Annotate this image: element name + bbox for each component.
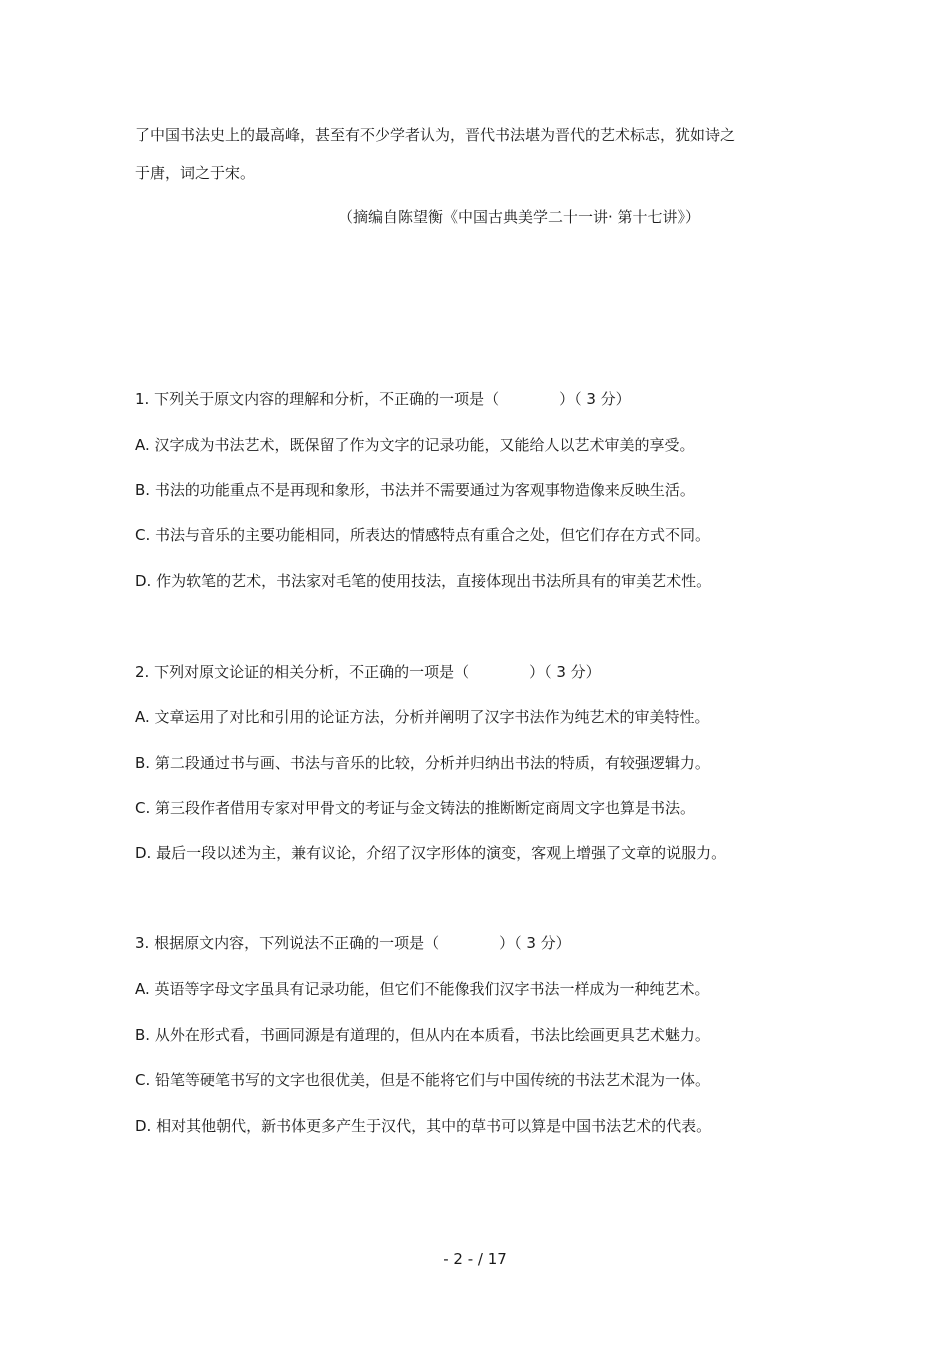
question-1-option-b: B. 书法的功能重点不是再现和象形，书法并不需要通过为客观事物造像来反映生活。 — [135, 481, 695, 499]
question-2-option-c: C. 第三段作者借用专家对甲骨文的考证与金文铸法的推断断定商周文字也算是书法。 — [135, 799, 696, 817]
passage-line: 了中国书法史上的最高峰，甚至有不少学者认为，晋代书法堪为晋代的艺术标志，犹如诗之 — [135, 126, 736, 144]
question-1-stem: 1. 下列关于原文内容的理解和分析，不正确的一项是（ ）（ 3 分） — [135, 390, 631, 408]
page-number: - 2 - / 17 — [443, 1250, 507, 1268]
question-3-option-a: A. 英语等字母文字虽具有记录功能，但它们不能像我们汉字书法一样成为一种纯艺术。 — [135, 980, 710, 998]
passage-source: （摘编自陈望衡《中国古典美学二十一讲· 第十七讲》） — [338, 208, 701, 226]
question-3-option-c: C. 铅笔等硬笔书写的文字也很优美，但是不能将它们与中国传统的书法艺术混为一体。 — [135, 1071, 711, 1089]
question-2-option-d: D. 最后一段以述为主，兼有议论，介绍了汉字形体的演变，客观上增强了文章的说服力。 — [135, 844, 727, 862]
passage-line: 于唐，词之于宋。 — [135, 164, 256, 182]
question-1-option-a: A. 汉字成为书法艺术，既保留了作为文字的记录功能，又能给人以艺术审美的享受。 — [135, 436, 695, 454]
question-2-option-a: A. 文章运用了对比和引用的论证方法，分析并阐明了汉字书法作为纯艺术的审美特性。 — [135, 708, 710, 726]
question-1-option-d: D. 作为软笔的艺术，书法家对毛笔的使用技法，直接体现出书法所具有的审美艺术性。 — [135, 572, 712, 590]
question-3-stem: 3. 根据原文内容，下列说法不正确的一项是（ ）（ 3 分） — [135, 934, 571, 952]
question-1-option-c: C. 书法与音乐的主要功能相同，所表达的情感特点有重合之处，但它们存在方式不同。 — [135, 526, 711, 544]
question-2-option-b: B. 第二段通过书与画、书法与音乐的比较，分析并归纳出书法的特质，有较强逻辑力。 — [135, 754, 710, 772]
question-3-option-d: D. 相对其他朝代，新书体更多产生于汉代，其中的草书可以算是中国书法艺术的代表。 — [135, 1117, 712, 1135]
question-2-stem: 2. 下列对原文论证的相关分析，不正确的一项是（ ）（ 3 分） — [135, 663, 601, 681]
question-3-option-b: B. 从外在形式看，书画同源是有道理的，但从内在本质看，书法比绘画更具艺术魅力。 — [135, 1026, 710, 1044]
